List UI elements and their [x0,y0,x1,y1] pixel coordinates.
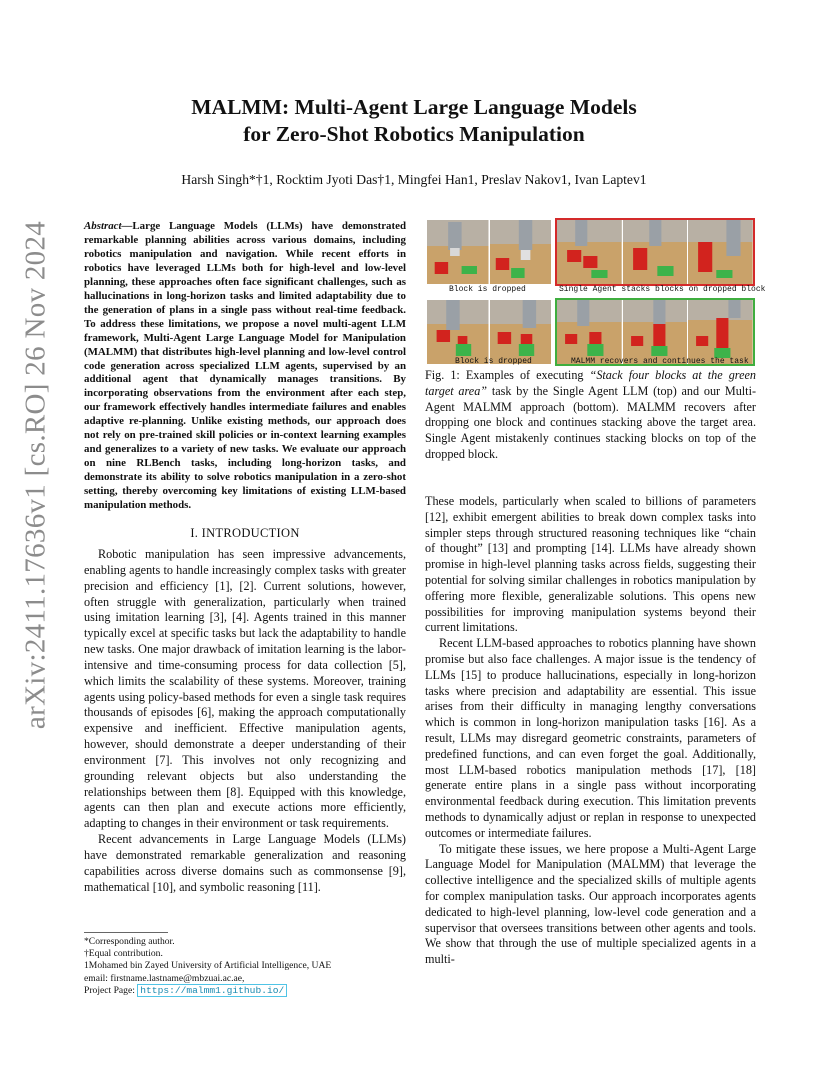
top-left-caption: Block is dropped [449,285,526,294]
arxiv-watermark [18,0,54,1072]
project-label: Project Page: [84,984,138,996]
figure-bottom-row [425,298,755,364]
bottom-right-panel [555,298,755,366]
footnotes [84,932,406,997]
footnote-affiliation: 1Mohamed bin Zayed University of Artificial Intelligence, UAE [84,960,332,972]
top-right-caption: Single Agent stacks blocks on dropped block [559,285,766,294]
footnote-email: email: firstname.lastname@mbzuai.ac.ae, [84,972,245,984]
figure-1 [425,218,766,366]
scene-image [557,220,623,284]
figure-caption [425,368,756,463]
footnote-equal: †Equal contribution. [84,948,163,960]
scene-image [490,300,552,364]
author-list: Harsh Singh*†1, Rocktim Jyoti Das†1, Mingfei Han1, Preslav Nakov1, Ivan Laptev1 [181,172,647,187]
figure-caption-rest: task by the Single Agent LLM (top) and our Multi-Agent MALMM approach (bottom). MALMM recovers after dropping one block and continues stacking above the target area. Single Agent mistakenly continues stacking blocks on top of the dropped block. [425,383,757,461]
scene-image [490,220,552,284]
intro-paragraph-2: Recent advancements in Large Language Models (LLMs) have demonstrated remarkable generalization and reasoning capabilities across diverse domains such as commonsense [9], mathematical [10], and symbolic reasoning [11]. [84,832,406,894]
section-heading: I. INTRODUCTION [190,526,300,541]
abstract-text: Large Language Models (LLMs) have demonstrated remarkable planning abilities across various domains, including robotics manipulation and navigation. While recent efforts in robotics have leveraged LLMs both for high-level and low-level planning, these approaches often face significant challenges, such as hallucinations in long-horizon tasks and limited adaptability due to the generation of plans in a single pass without real-time feedback. To address these limitations, we propose a novel multi-agent LLM framework, Multi-Agent Large Language Model for Manipulation (MALMM) that distributes high-level planning and low-level control code generation across specialized LLM agents, supervised by an additional agent that dynamically manages transitions. By incorporating observations from the environment after each step, our framework effectively handles intermediate failures and enables adaptive re-planning. Unlike existing methods, our approach does not rely on pre-trained skill policies or in-context learning examples and generalizes to a variety of new tasks. We evaluate our approach on nine RLBench tasks, including long-horizon tasks, and demonstrate its ability to solve robotics manipulation in a zero-shot setting, thereby overcoming key limitations of existing LLM-based manipulation methods. [84,220,406,512]
intro-paragraph-1: Robotic manipulation has seen impressive advancements, enabling agents to handle increasingly complex tasks with greater precision and efficiency [1], [2]. Current solutions, however, often struggle with generalization, particularly when trained using imitation learning [3], [4]. Agents trained in this manner typically excel at specific tasks but lack the adaptability to handle new tasks. One major drawback of imitation learning is the labor-intensive and time-consuming process for data collection [5], which limits the scalability of these systems. Moreover, training agents using policy-based methods for even a single task requires thousands of episodes [6], making the approach computationally expensive and inefficient. Effective manipulation agents, however, should demonstrate a deeper understanding of their environment [7]. This involves not only recognizing and grounding relevant objects but also understanding the relationships between them [8]. Equipped with this knowledge, agents can then plan and execute actions more efficiently, adapting to changes in their environment or task requirements. [84,546,406,831]
figure-top-row [425,218,755,284]
scene-image [688,220,753,284]
bottom-right-caption: MALMM recovers and continues the task [571,357,749,366]
scene-image [427,300,490,364]
scene-image [688,300,753,364]
figure-caption-prefix: Fig. 1: Examples of executing [425,368,590,382]
bottom-left-panel [425,298,553,366]
right-column-body [425,494,756,968]
paper-title [100,94,728,148]
right-paragraph-2: Recent LLM-based approaches to robotics planning have shown promise but also face challenges. A major issue is the tendency of LLMs [15] to produce hallucinations, especially in long-horizon tasks where precision and adaptability are essential. This issue arises from their difficulty in managing lengthy conversations which is common in long-horizon manipulation tasks [16]. As a result, LLMs may disregard geometric constraints, parameters of predefined functions, and can even forget the goal. Additionally, most LLM-based robotics manipulation methods [17], [18] generate entire plans in a single pass without incorporating environmental feedback during execution. This limitation prevents methods to dynamically adjust or replan in response to unexpected outcomes or intermediate failures. [425,636,756,840]
figure-caption-task: “Stack four blocks at the green target area” [425,368,756,398]
title-line-2: for Zero-Shot Robotics Manipulation [243,122,585,146]
bottom-left-caption: Block is dropped [455,357,532,366]
title-line-1: MALMM: Multi-Agent Large Language Models [191,95,637,119]
abstract [84,220,406,896]
right-paragraph-3: To mitigate these issues, we here propose a Multi-Agent Large Language Model for Manipulation (MALMM) that leverage the collective intelligence and the specialized skills of multiple agents for complex manipulation tasks. Our approach incorporates agents dedicated to high-level planning, low-level code generation and a supervisor that oversees transitions between other agents and tools. We show that through the use of multiple specialized agents in a multi- [425,841,756,967]
scene-image [427,220,490,284]
footnote-rule [84,932,168,933]
footnote-project [84,985,406,997]
scene-image [623,220,689,284]
scene-image [557,300,623,364]
top-right-panel [555,218,755,286]
footnote-corresponding: *Corresponding author. [84,936,175,947]
project-link[interactable]: https://malmm1.github.io/ [137,984,287,997]
scene-image [623,300,689,364]
intro-body [84,547,406,896]
abstract-label: Abstract— [84,220,133,232]
right-paragraph-1: These models, particularly when scaled to billions of parameters [12], exhibit emergent abilities to break down complex tasks into simpler steps through structured reasoning techniques like “chain of thought” [13] and prompting [14]. LLMs have already shown promise in high-level planning tasks across fields, suggesting their potential for solving similar challenges in robotics manipulation by offering more flexible, generalizable solutions. This opens new possibilities for improving manipulation systems beyond their current limitations. [425,494,756,635]
top-left-panel [425,218,553,286]
arxiv-id: arXiv:2411.17636v1 [cs.RO] 26 Nov 2024 [19,220,52,730]
